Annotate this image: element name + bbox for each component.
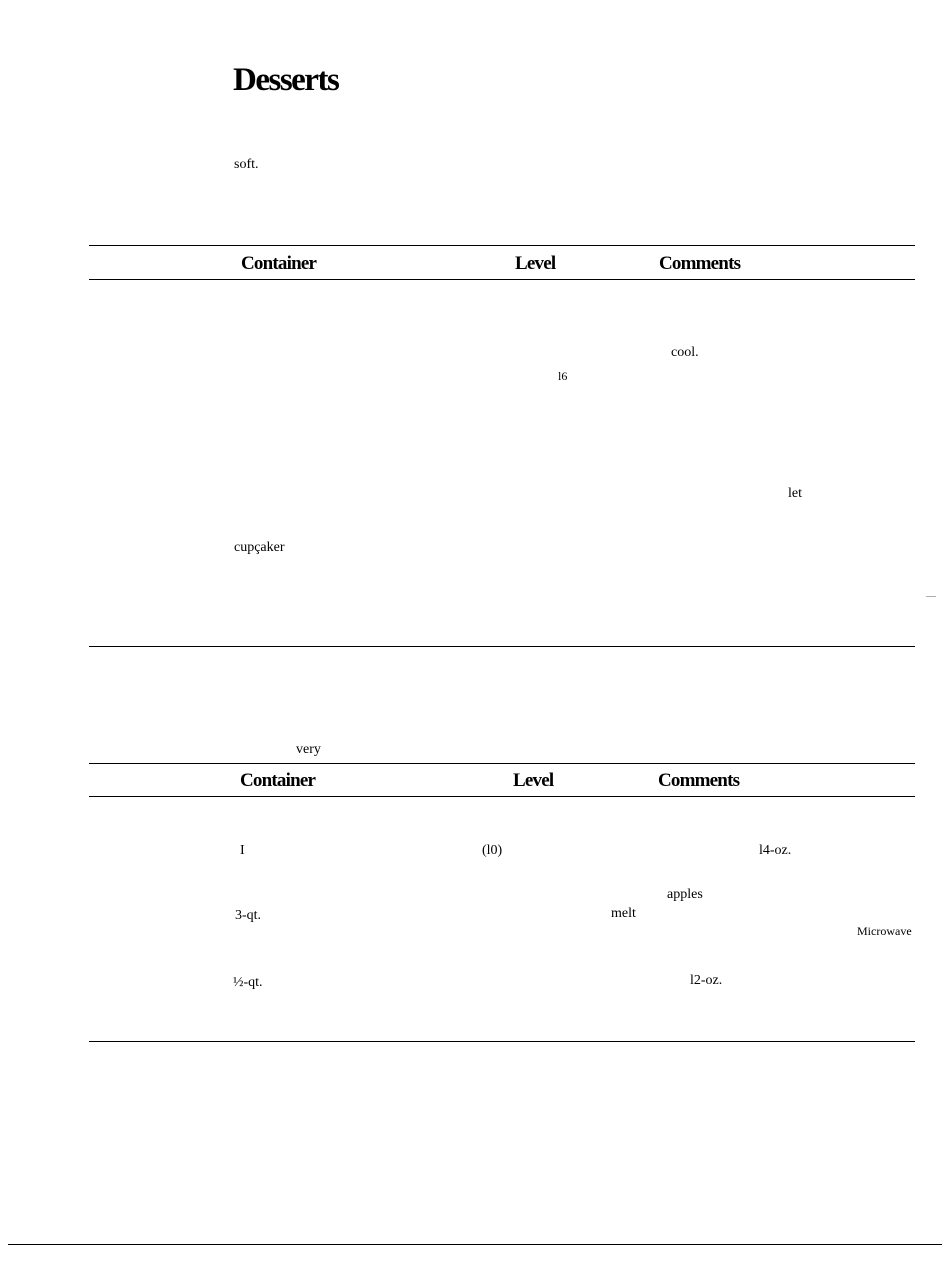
table1-header-comments: Comments bbox=[659, 253, 741, 274]
table1-bottom-rule bbox=[89, 646, 915, 647]
table1-header-container: Container bbox=[241, 253, 317, 274]
table2-bottom-rule bbox=[89, 1041, 915, 1042]
intro-text-fragment: soft. bbox=[234, 157, 259, 172]
page-bottom-rule bbox=[8, 1244, 942, 1245]
table1-text-let: let bbox=[788, 486, 802, 501]
table1-text-16: l6 bbox=[558, 369, 568, 383]
table2-text-microwave: Microwave bbox=[857, 924, 912, 938]
table1-header-rule bbox=[89, 279, 915, 280]
table2-text-12oz: l2-oz. bbox=[690, 973, 723, 988]
table2-text-1: I bbox=[240, 843, 245, 858]
table2-text-half-qt: ½-qt. bbox=[233, 975, 263, 990]
table2-header-container: Container bbox=[240, 770, 316, 791]
table2-header-comments: Comments bbox=[658, 770, 740, 791]
table2-text-10: (l0) bbox=[482, 843, 503, 858]
table2-header-rule bbox=[89, 796, 915, 797]
table2-header-level: Level bbox=[513, 770, 554, 791]
table1-text-cupcaker: cupçaker bbox=[234, 540, 285, 555]
page-title: Desserts bbox=[233, 62, 339, 98]
table2-text-apples: apples bbox=[667, 887, 703, 902]
table1-top-rule bbox=[89, 245, 915, 246]
table2-text-melt: melt bbox=[611, 906, 636, 921]
table2-text-14oz: l4-oz. bbox=[759, 843, 792, 858]
between-text-very: very bbox=[296, 742, 321, 757]
table1-text-cool: cool. bbox=[671, 345, 699, 360]
margin-mark: — bbox=[926, 591, 936, 602]
table2-top-rule bbox=[89, 763, 915, 764]
table1-header-level: Level bbox=[515, 253, 556, 274]
table2-text-3qt: 3-qt. bbox=[235, 908, 262, 923]
